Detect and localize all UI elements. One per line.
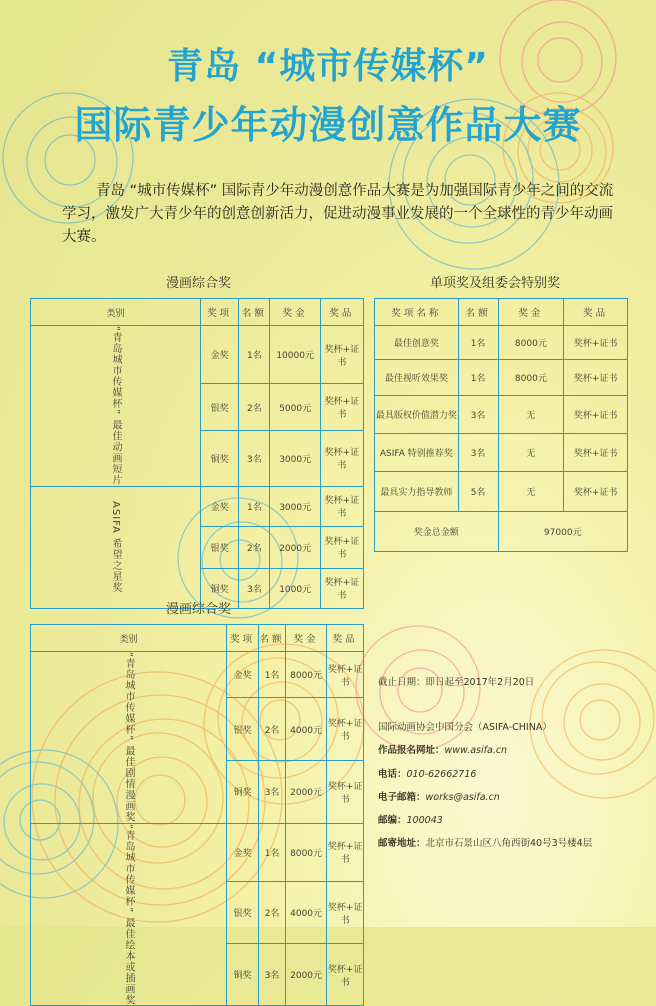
table-cell: 最佳视听效果奖 [375, 360, 459, 396]
table-cell: 2000元 [270, 526, 320, 568]
table-row [375, 434, 628, 472]
phone-label: 电话： [378, 769, 407, 780]
table-cell: 铜奖 [201, 568, 239, 608]
address-line [378, 835, 592, 849]
header-cell: 奖品 [327, 625, 364, 652]
table-cell: 3名 [259, 944, 286, 1006]
header-cell: 奖品 [564, 299, 628, 326]
table1-caption: 漫画综合奖 [166, 276, 232, 291]
table-header-row [31, 625, 364, 652]
table-cell: 奖杯+证书 [564, 434, 628, 472]
table-cell: 4000元 [285, 882, 326, 944]
table-cell: 奖杯+证书 [564, 472, 628, 512]
header-cell: 奖项 [227, 625, 259, 652]
organizer-text: 国际动画协会中国分会（ASIFA-CHINA） [378, 722, 552, 733]
table-cell: 5名 [458, 472, 498, 512]
table-cell: 3000元 [270, 486, 320, 526]
table-cell: 无 [498, 472, 564, 512]
page-title-line1: 青岛 “城市传媒杯” [167, 46, 489, 87]
total-value-cell: 97000元 [498, 512, 628, 552]
table-cell: 1名 [259, 652, 286, 698]
table-cell: 铜奖 [201, 431, 239, 486]
table-cell: 奖杯+证书 [327, 823, 364, 882]
email-line [378, 789, 500, 803]
table-cell: 奖杯+证书 [320, 384, 363, 431]
header-cell: 名额 [259, 625, 286, 652]
table-cell: 金奖 [201, 326, 239, 384]
header-cell: 名额 [239, 299, 270, 326]
table-cell: 1名 [259, 823, 286, 882]
table-cell: 5000元 [270, 384, 320, 431]
table-cell: 奖杯+证书 [320, 326, 363, 384]
website-line [378, 742, 507, 756]
table-cell: 金奖 [227, 652, 259, 698]
header-cell: 奖项 [201, 299, 239, 326]
header-cell: 奖金 [498, 299, 564, 326]
table-cell: 最具版权价值潜力奖 [375, 396, 459, 434]
table-total-row [375, 512, 628, 552]
website-link[interactable]: www.asifa.cn [444, 745, 508, 756]
table-cell: 奖杯+证书 [564, 360, 628, 396]
total-label-cell: 奖金总金额 [375, 512, 499, 552]
table-cell: 1名 [239, 486, 270, 526]
table-cell: 奖杯+证书 [564, 326, 628, 360]
table-cell: 无 [498, 396, 564, 434]
table-cell: 奖杯+证书 [320, 431, 363, 486]
category-cell: ASIFA 希望之星奖 [31, 486, 201, 608]
table-cell: 金奖 [201, 486, 239, 526]
table-cell: 2000元 [285, 760, 326, 823]
table-cell: 3名 [239, 568, 270, 608]
header-cell: 奖项名称 [375, 299, 459, 326]
table-cell: 银奖 [201, 526, 239, 568]
deadline-text: 截止日期：即日起至2017年2月20日 [378, 677, 535, 688]
table-row [375, 360, 628, 396]
table-cell: 最佳创意奖 [375, 326, 459, 360]
zip-line [378, 812, 443, 826]
email-link[interactable]: works@asifa.cn [425, 792, 500, 803]
table-row [375, 326, 628, 360]
comic-award-table-2 [30, 624, 364, 1006]
table-cell: 2名 [259, 882, 286, 944]
table-cell: 3名 [239, 431, 270, 486]
table-cell: 8000元 [285, 823, 326, 882]
table-cell: 4000元 [285, 698, 326, 761]
table3-caption: 漫画综合奖 [166, 602, 232, 617]
table-cell: 8000元 [285, 652, 326, 698]
table-cell: 奖杯+证书 [564, 396, 628, 434]
table-cell: 铜奖 [227, 760, 259, 823]
special-award-table [374, 298, 628, 552]
table-cell: 1名 [239, 326, 270, 384]
table-cell: 奖杯+证书 [327, 652, 364, 698]
category-cell: “青岛城市传媒杯” 最佳绘本或插画奖 [31, 823, 227, 1006]
header-cell: 奖金 [270, 299, 320, 326]
header-cell: 奖金 [285, 625, 326, 652]
table-cell: 2名 [239, 384, 270, 431]
table-cell: 无 [498, 434, 564, 472]
category-cell: “青岛城市传媒杯” 最佳动画短片 [31, 326, 201, 487]
address-label: 邮寄地址： [378, 838, 426, 849]
table-cell: 奖杯+证书 [327, 944, 364, 1006]
page-title-line2: 国际青少年动漫创意作品大赛 [74, 103, 582, 147]
table-cell: 3名 [259, 760, 286, 823]
table-cell: 3000元 [270, 431, 320, 486]
table-cell: 奖杯+证书 [327, 698, 364, 761]
category-cell: “青岛城市传媒杯” 最佳剧情漫画奖 [31, 652, 227, 824]
intro-paragraph: 青岛 “城市传媒杯” 国际青少年动漫创意作品大赛是为加强国际青少年之间的交流学习，激发广大青少年的创意创新活力，促进动漫事业发展的一个全球性的青少年动画大赛。 [62, 183, 614, 245]
table-cell: 银奖 [227, 698, 259, 761]
table-row [31, 326, 364, 384]
table-cell: 金奖 [227, 823, 259, 882]
table-cell: 3名 [458, 396, 498, 434]
address-value: 北京市石景山区八角西街40号3号楼4层 [425, 838, 593, 849]
table2-caption: 单项奖及组委会特别奖 [430, 276, 561, 291]
zip-label: 邮编： [378, 815, 407, 826]
table-cell: 8000元 [498, 326, 564, 360]
table-row [31, 823, 364, 882]
header-cell: 名额 [458, 299, 498, 326]
table-cell: 10000元 [270, 326, 320, 384]
table-row [375, 472, 628, 512]
table-cell: 奖杯+证书 [320, 486, 363, 526]
table-cell: 3名 [458, 434, 498, 472]
table-cell: 奖杯+证书 [327, 760, 364, 823]
table-cell: 2名 [239, 526, 270, 568]
table-cell: 1000元 [270, 568, 320, 608]
zip-value: 100043 [406, 815, 443, 826]
table-cell: 2000元 [285, 944, 326, 1006]
table-cell: 8000元 [498, 360, 564, 396]
table-row [31, 652, 364, 698]
phone-value: 010-62662716 [406, 769, 477, 780]
table-cell: 奖杯+证书 [320, 526, 363, 568]
table-cell: 铜奖 [227, 944, 259, 1006]
website-label: 作品报名网址： [378, 745, 445, 756]
phone-line [378, 766, 476, 780]
table-header-row [31, 299, 364, 326]
table-cell: 1名 [458, 360, 498, 396]
table-row [375, 396, 628, 434]
table-cell: 最具实力指导教师 [375, 472, 459, 512]
header-cell: 奖品 [320, 299, 363, 326]
table-row [31, 486, 364, 526]
table-cell: ASIFA 特别推荐奖 [375, 434, 459, 472]
header-cell: 类别 [31, 625, 227, 652]
table-header-row [375, 299, 628, 326]
table-cell: 1名 [458, 326, 498, 360]
header-cell: 类别 [31, 299, 201, 326]
table-cell: 奖杯+证书 [320, 568, 363, 608]
table-cell: 奖杯+证书 [327, 882, 364, 944]
table-cell: 2名 [259, 698, 286, 761]
table-cell: 银奖 [201, 384, 239, 431]
email-label: 电子邮箱： [378, 792, 426, 803]
table-cell: 银奖 [227, 882, 259, 944]
comic-award-table-1 [30, 298, 364, 609]
